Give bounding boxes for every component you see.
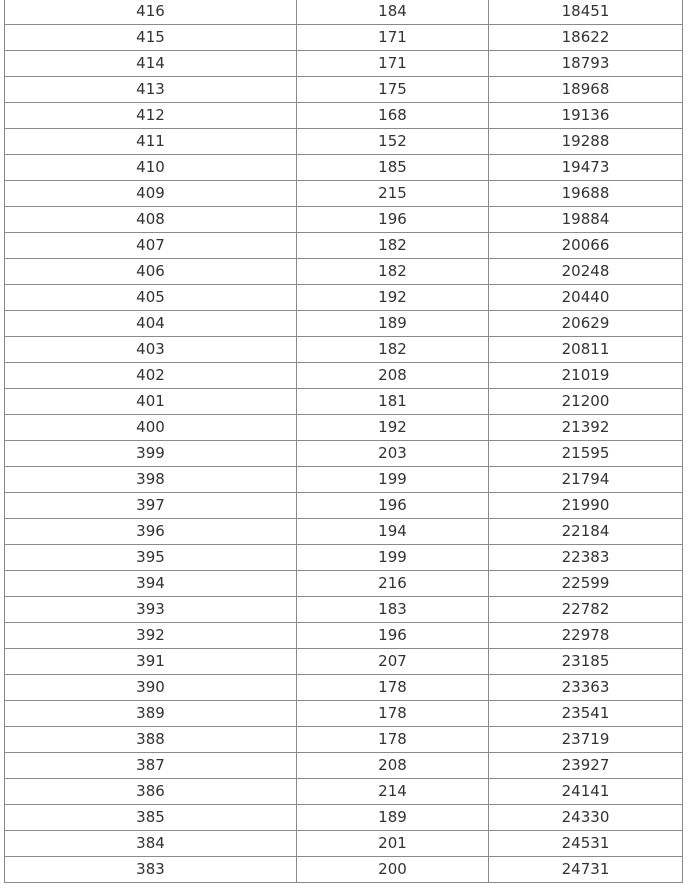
table-row <box>5 779 683 805</box>
score-cell: 384 <box>5 831 297 857</box>
score-cell: 399 <box>5 441 297 467</box>
count-cell: 178 <box>297 727 489 753</box>
count-cell: 200 <box>297 857 489 883</box>
score-cell: 413 <box>5 77 297 103</box>
count-cell: 189 <box>297 805 489 831</box>
cumulative-cell: 18451 <box>489 0 683 25</box>
score-cell: 415 <box>5 25 297 51</box>
score-cell: 403 <box>5 337 297 363</box>
score-cell: 387 <box>5 753 297 779</box>
table-row <box>5 207 683 233</box>
cumulative-cell: 24531 <box>489 831 683 857</box>
score-cell: 407 <box>5 233 297 259</box>
cumulative-cell: 20066 <box>489 233 683 259</box>
cumulative-cell: 19688 <box>489 181 683 207</box>
table-row <box>5 363 683 389</box>
cumulative-cell: 23541 <box>489 701 683 727</box>
table-row <box>5 51 683 77</box>
cumulative-cell: 18968 <box>489 77 683 103</box>
table-row <box>5 623 683 649</box>
cumulative-cell: 21990 <box>489 493 683 519</box>
cumulative-cell: 18793 <box>489 51 683 77</box>
table-row <box>5 181 683 207</box>
cumulative-cell: 22184 <box>489 519 683 545</box>
table-row <box>5 155 683 181</box>
count-cell: 185 <box>297 155 489 181</box>
table-row <box>5 857 683 883</box>
score-cell: 389 <box>5 701 297 727</box>
score-cell: 392 <box>5 623 297 649</box>
count-cell: 196 <box>297 207 489 233</box>
score-cell: 406 <box>5 259 297 285</box>
table-row <box>5 701 683 727</box>
cumulative-cell: 24731 <box>489 857 683 883</box>
table-body <box>5 0 683 883</box>
score-table <box>4 0 683 883</box>
count-cell: 184 <box>297 0 489 25</box>
score-cell: 408 <box>5 207 297 233</box>
count-cell: 183 <box>297 597 489 623</box>
count-cell: 168 <box>297 103 489 129</box>
count-cell: 182 <box>297 233 489 259</box>
count-cell: 199 <box>297 467 489 493</box>
count-cell: 199 <box>297 545 489 571</box>
cumulative-cell: 19136 <box>489 103 683 129</box>
table-row <box>5 103 683 129</box>
score-cell: 416 <box>5 0 297 25</box>
count-cell: 182 <box>297 337 489 363</box>
cumulative-cell: 24141 <box>489 779 683 805</box>
score-cell: 394 <box>5 571 297 597</box>
cumulative-cell: 22978 <box>489 623 683 649</box>
count-cell: 216 <box>297 571 489 597</box>
table-row <box>5 493 683 519</box>
count-cell: 178 <box>297 701 489 727</box>
table-row <box>5 545 683 571</box>
count-cell: 208 <box>297 363 489 389</box>
score-cell: 404 <box>5 311 297 337</box>
cumulative-cell: 23185 <box>489 649 683 675</box>
score-cell: 409 <box>5 181 297 207</box>
cumulative-cell: 21595 <box>489 441 683 467</box>
cumulative-cell: 24330 <box>489 805 683 831</box>
count-cell: 182 <box>297 259 489 285</box>
table-row <box>5 0 683 25</box>
table-row <box>5 649 683 675</box>
table-row <box>5 233 683 259</box>
table-row <box>5 389 683 415</box>
score-cell: 385 <box>5 805 297 831</box>
cumulative-cell: 21019 <box>489 363 683 389</box>
score-cell: 383 <box>5 857 297 883</box>
table-row <box>5 415 683 441</box>
score-cell: 386 <box>5 779 297 805</box>
table-row <box>5 311 683 337</box>
cumulative-cell: 22599 <box>489 571 683 597</box>
count-cell: 178 <box>297 675 489 701</box>
count-cell: 171 <box>297 25 489 51</box>
table-row <box>5 519 683 545</box>
count-cell: 196 <box>297 623 489 649</box>
score-cell: 412 <box>5 103 297 129</box>
count-cell: 192 <box>297 285 489 311</box>
table-row <box>5 467 683 493</box>
score-cell: 393 <box>5 597 297 623</box>
score-cell: 411 <box>5 129 297 155</box>
score-cell: 401 <box>5 389 297 415</box>
score-cell: 400 <box>5 415 297 441</box>
count-cell: 194 <box>297 519 489 545</box>
table-row <box>5 441 683 467</box>
cumulative-cell: 19473 <box>489 155 683 181</box>
table-row <box>5 285 683 311</box>
cumulative-cell: 20248 <box>489 259 683 285</box>
cumulative-cell: 23363 <box>489 675 683 701</box>
cumulative-cell: 20440 <box>489 285 683 311</box>
cumulative-cell: 21794 <box>489 467 683 493</box>
table-row <box>5 753 683 779</box>
table-row <box>5 129 683 155</box>
table-row <box>5 337 683 363</box>
score-cell: 396 <box>5 519 297 545</box>
table-row <box>5 675 683 701</box>
cumulative-cell: 22383 <box>489 545 683 571</box>
count-cell: 207 <box>297 649 489 675</box>
cumulative-cell: 19884 <box>489 207 683 233</box>
cumulative-cell: 20811 <box>489 337 683 363</box>
count-cell: 214 <box>297 779 489 805</box>
score-cell: 395 <box>5 545 297 571</box>
count-cell: 196 <box>297 493 489 519</box>
score-cell: 410 <box>5 155 297 181</box>
cumulative-cell: 23927 <box>489 753 683 779</box>
count-cell: 192 <box>297 415 489 441</box>
cumulative-cell: 21392 <box>489 415 683 441</box>
cumulative-cell: 20629 <box>489 311 683 337</box>
score-cell: 414 <box>5 51 297 77</box>
score-cell: 391 <box>5 649 297 675</box>
count-cell: 189 <box>297 311 489 337</box>
table-row <box>5 571 683 597</box>
score-table-container <box>4 0 682 883</box>
table-row <box>5 831 683 857</box>
table-row <box>5 25 683 51</box>
score-cell: 397 <box>5 493 297 519</box>
score-cell: 405 <box>5 285 297 311</box>
cumulative-cell: 22782 <box>489 597 683 623</box>
score-cell: 390 <box>5 675 297 701</box>
cumulative-cell: 21200 <box>489 389 683 415</box>
count-cell: 215 <box>297 181 489 207</box>
count-cell: 208 <box>297 753 489 779</box>
table-row <box>5 77 683 103</box>
count-cell: 152 <box>297 129 489 155</box>
count-cell: 175 <box>297 77 489 103</box>
table-row <box>5 727 683 753</box>
table-row <box>5 597 683 623</box>
count-cell: 171 <box>297 51 489 77</box>
table-row <box>5 805 683 831</box>
cumulative-cell: 23719 <box>489 727 683 753</box>
score-cell: 398 <box>5 467 297 493</box>
cumulative-cell: 18622 <box>489 25 683 51</box>
cumulative-cell: 19288 <box>489 129 683 155</box>
count-cell: 181 <box>297 389 489 415</box>
score-cell: 388 <box>5 727 297 753</box>
table-row <box>5 259 683 285</box>
score-cell: 402 <box>5 363 297 389</box>
count-cell: 203 <box>297 441 489 467</box>
count-cell: 201 <box>297 831 489 857</box>
